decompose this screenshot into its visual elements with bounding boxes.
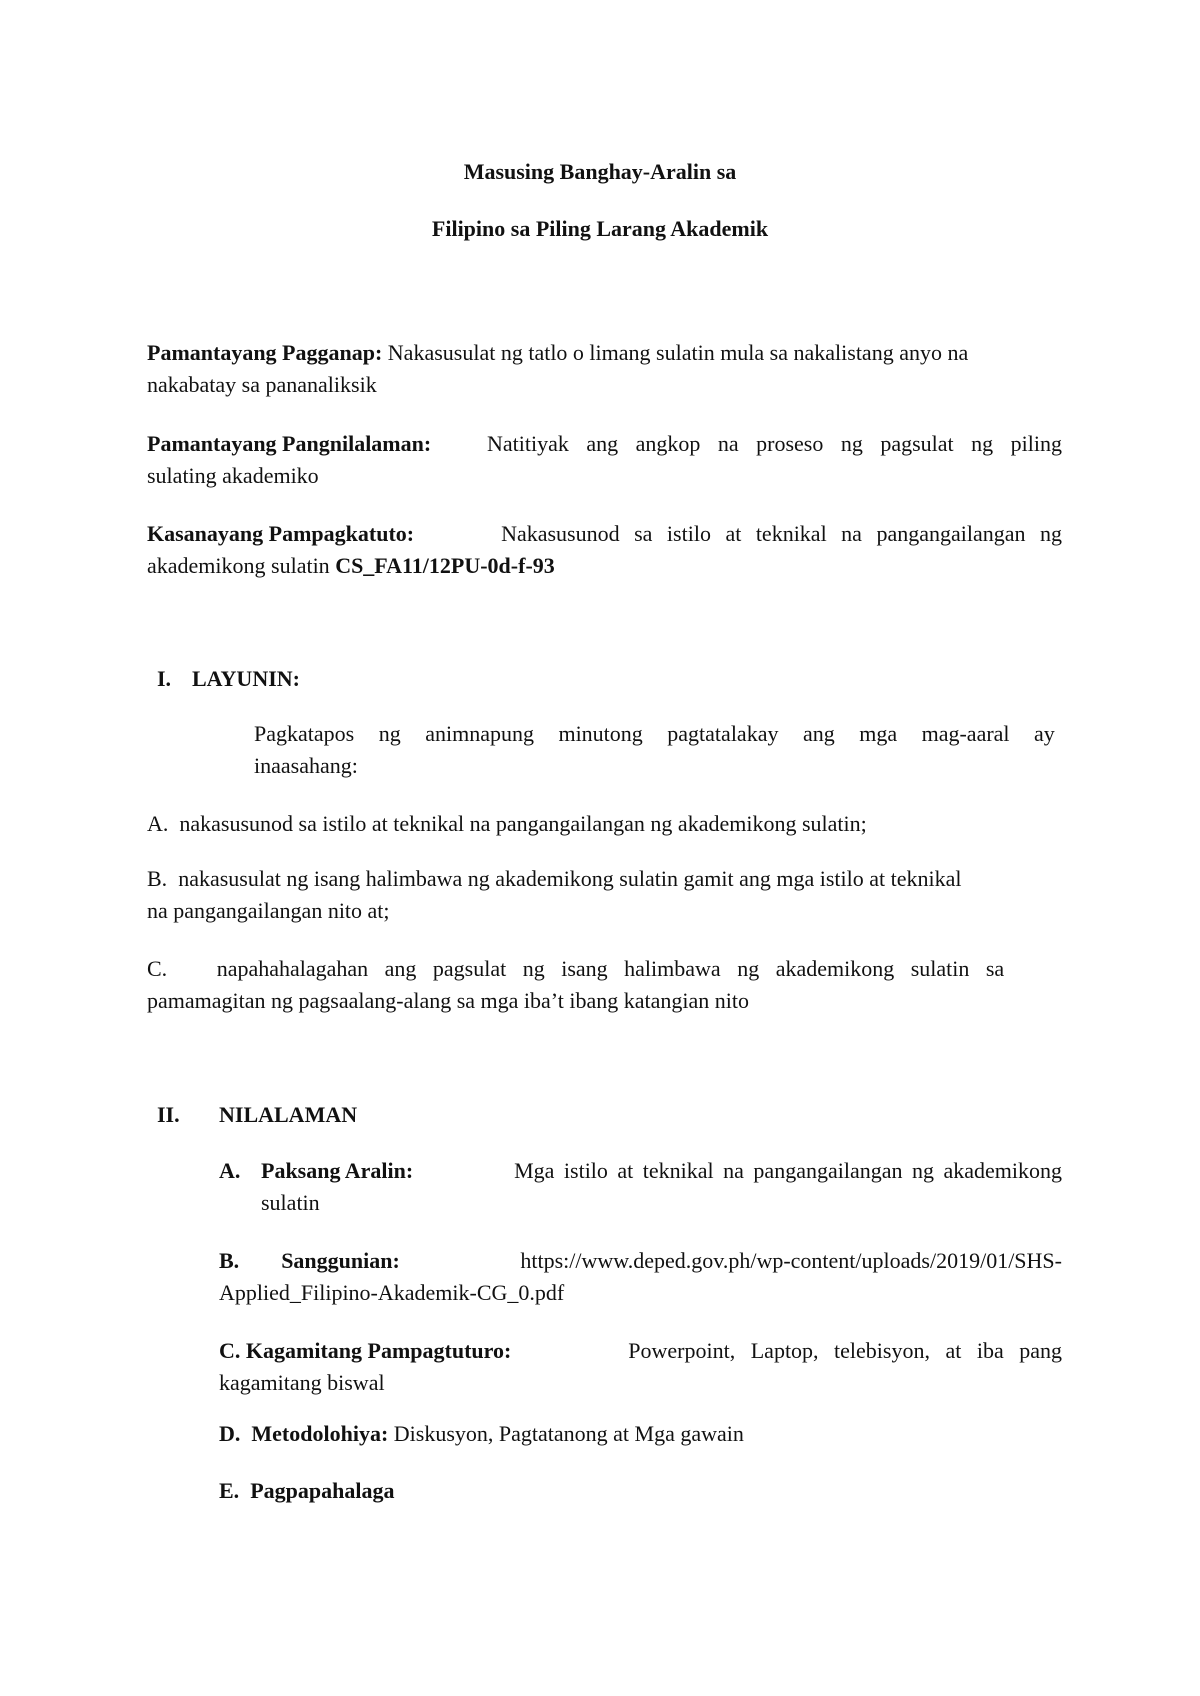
section-nilalaman-heading [157, 1099, 357, 1131]
objective-c-line1 [147, 953, 1062, 985]
section-heading: NILALAMAN [219, 1102, 358, 1127]
objective-b-line2: na pangangailangan nito at; [147, 898, 390, 923]
list-item-objective-c [147, 953, 1062, 1017]
layunin-intro-line1: Pagkatapos ng animnapung minutong pagtatalakay ang mga mag-aaral ay [254, 721, 1055, 746]
item-head [219, 1155, 413, 1187]
content-item-paksa-line2: sulatin [261, 1190, 320, 1215]
list-item-objective-b [147, 863, 1062, 927]
item-letter: C. [147, 956, 168, 981]
document-title-line2: Filipino sa Piling Larang Akademik [431, 216, 769, 241]
item-text: Powerpoint, Laptop, telebisyon, at iba pang [628, 1338, 1062, 1363]
item-letter: C. [219, 1338, 241, 1363]
item-letter: B. [219, 1248, 240, 1273]
objective-c-line2: pamamagitan ng pagsaalang-alang sa mga iba’t ibang katangian nito [147, 988, 749, 1013]
item-letter: A. [219, 1158, 241, 1183]
item-letter: A. [147, 811, 169, 836]
item-text: nakasusulat ng isang halimbawa ng akademikong sulatin gamit ang mga istilo at teknikal [178, 866, 962, 891]
content-item-sanggunian [219, 1245, 1062, 1309]
item-head [219, 1245, 400, 1277]
standard-pangnilalaman-text-2: sulating akademiko [147, 463, 319, 488]
reference-url-part1: https://www.deped.gov.ph/wp-content/uploads/2019/01/SHS- [520, 1248, 1062, 1273]
standard-pagganap-text-2: nakabatay sa pananaliksik [147, 372, 377, 397]
item-letter: B. [147, 866, 168, 891]
standard-kasanayan-text-2: akademikong sulatin [147, 553, 330, 578]
standard-pangnilalaman-label: Pamantayang Pangnilalaman: [147, 431, 432, 456]
content-item-kagamitan [219, 1335, 1062, 1399]
layunin-intro [254, 718, 1062, 782]
section-heading: LAYUNIN: [192, 666, 300, 691]
section-layunin-heading [157, 663, 300, 695]
content-item-kagamitan-line2: kagamitang biswal [219, 1370, 385, 1395]
reference-url-part2: Applied_Filipino-Akademik-CG_0.pdf [219, 1280, 565, 1305]
standard-kasanayan-text-1: Nakasusunod sa istilo at teknikal na pangangailangan ng [501, 521, 1062, 546]
standard-pagganap-label: Pamantayang Pagganap: [147, 340, 383, 365]
standard-kasanayan [147, 518, 1062, 582]
item-label: Pagpapahalaga [250, 1478, 395, 1503]
standard-pagganap-text-1: Nakasusulat ng tatlo o limang sulatin mula sa nakalistang anyo na [387, 340, 969, 365]
standard-pangnilalaman-line1 [147, 428, 1062, 460]
content-item-pagpapahalaga [219, 1475, 1062, 1507]
item-head [219, 1335, 511, 1367]
item-label: Kagamitang Pampagtuturo: [245, 1338, 512, 1363]
item-label: Sanggunian: [281, 1248, 400, 1273]
layunin-intro-line2: inaasahang: [254, 753, 358, 778]
list-item-objective-a [147, 808, 1062, 840]
content-item-paksa-line1 [219, 1155, 1062, 1187]
content-item-paksa [219, 1155, 1062, 1219]
content-item-sanggunian-line1 [219, 1245, 1062, 1277]
item-letter: E. [219, 1478, 240, 1503]
competency-code: CS_FA11/12PU-0d-f-93 [335, 553, 555, 578]
standard-kasanayan-line1 [147, 518, 1062, 550]
document-title-line1: Masusing Banghay-Aralin sa [463, 159, 737, 184]
item-text: Mga istilo at teknikal na pangangailangan ng akademikong [514, 1158, 1062, 1183]
standard-kasanayan-line2 [147, 550, 1062, 582]
item-text: napahahalagahan ang pagsulat ng isang halimbawa ng akademikong sulatin sa [216, 956, 1005, 981]
item-text: nakasusunod sa istilo at teknikal na pangangailangan ng akademikong sulatin; [179, 811, 867, 836]
standard-pagganap [147, 337, 1062, 401]
item-letter: D. [219, 1421, 241, 1446]
objective-b-line1 [147, 863, 1062, 895]
section-number: II. [157, 1102, 180, 1127]
item-label: Metodolohiya: [251, 1421, 389, 1446]
standard-pagganap-line1 [147, 337, 1062, 369]
standard-kasanayan-label: Kasanayang Pampagkatuto: [147, 521, 415, 546]
content-item-kagamitan-line1 [219, 1335, 1062, 1367]
content-item-metodolohiya [219, 1418, 1062, 1450]
item-text: Diskusyon, Pagtatanong at Mga gawain [393, 1421, 744, 1446]
standard-pangnilalaman [147, 428, 1062, 492]
section-number: I. [157, 666, 172, 691]
standard-pangnilalaman-text-1: Natitiyak ang angkop na proseso ng pagsulat ng piling [486, 431, 1062, 456]
item-label: Paksang Aralin: [261, 1158, 414, 1183]
